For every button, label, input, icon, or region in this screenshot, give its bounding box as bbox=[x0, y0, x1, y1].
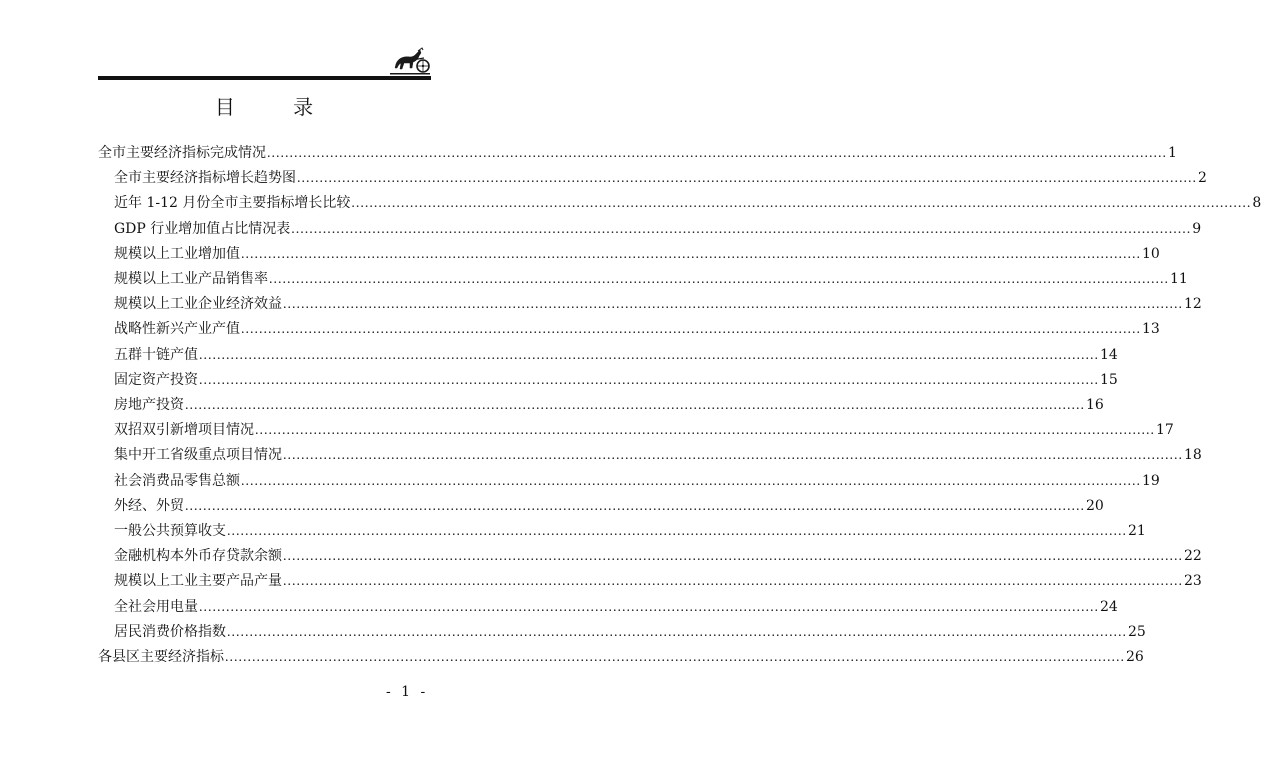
toc-entry-label: 社会消费品零售总额 bbox=[114, 472, 240, 489]
toc-entry[interactable] bbox=[114, 522, 1146, 540]
toc-entry-page: 22 bbox=[1184, 548, 1202, 565]
toc-dot-leader: ........................................................................................................................................................................................................ bbox=[283, 297, 1183, 313]
toc-entry-page: 21 bbox=[1128, 523, 1146, 539]
toc-dot-leader: ........................................................................................................................................................................................................ bbox=[241, 246, 1141, 262]
toc-entry-label: 规模以上工业主要产品产量 bbox=[114, 573, 282, 590]
toc-entry-label: 一般公共预算收支 bbox=[114, 523, 226, 539]
horse-chariot-icon bbox=[388, 44, 432, 78]
toc-entry-page: 24 bbox=[1100, 598, 1118, 615]
toc-entry-page: 9 bbox=[1192, 220, 1202, 237]
toc-dot-leader: ........................................................................................................................................................................................................ bbox=[291, 221, 1192, 237]
toc-entry-label: 房地产投资 bbox=[114, 397, 184, 413]
toc-entry[interactable] bbox=[98, 144, 1177, 162]
toc-entry-label: 金融机构本外币存贷款余额 bbox=[114, 548, 282, 565]
toc-entry-label: 规模以上工业增加值 bbox=[114, 245, 240, 262]
toc-entry[interactable] bbox=[114, 497, 1104, 515]
toc-entry-label: 五群十链产值 bbox=[114, 346, 198, 363]
toc-dot-leader: ........................................................................................................................................................................................................ bbox=[185, 498, 1085, 514]
toc-dot-leader: ........................................................................................................................................................................................................ bbox=[241, 473, 1141, 489]
toc-entry[interactable] bbox=[114, 472, 1160, 490]
page-number: - 1 - bbox=[386, 684, 429, 700]
toc-dot-leader: ........................................................................................................................................................................................................ bbox=[351, 196, 1252, 212]
toc-dot-leader: ........................................................................................................................................................................................................ bbox=[199, 372, 1099, 388]
toc-entry-label: 固定资产投资 bbox=[114, 371, 198, 388]
toc-entry-page: 16 bbox=[1086, 397, 1104, 413]
toc-entry[interactable] bbox=[114, 623, 1146, 641]
toc-entry[interactable] bbox=[114, 270, 1188, 288]
toc-entry-page: 8 bbox=[1252, 195, 1261, 212]
toc-entry-page: 12 bbox=[1184, 296, 1202, 313]
toc-entry-page: 25 bbox=[1128, 623, 1146, 640]
toc-dot-leader: ........................................................................................................................................................................................................ bbox=[283, 574, 1183, 590]
toc-entry-page: 13 bbox=[1142, 321, 1160, 338]
toc-entry-label: 近年 1-12 月份全市主要指标增长比较 bbox=[114, 195, 351, 212]
toc-entry[interactable] bbox=[114, 295, 1202, 313]
toc-entry-page: 18 bbox=[1184, 447, 1202, 464]
toc-dot-leader: ........................................................................................................................................................................................................ bbox=[269, 272, 1169, 287]
toc-dot-leader: ........................................................................................................................................................................................................ bbox=[225, 650, 1125, 665]
toc-entry-page: 19 bbox=[1142, 472, 1160, 489]
header-rule bbox=[98, 76, 431, 80]
toc-entry-page: 15 bbox=[1100, 371, 1118, 388]
toc-entry[interactable] bbox=[114, 346, 1118, 364]
toc-entry[interactable] bbox=[114, 446, 1202, 464]
toc-entry-page: 14 bbox=[1100, 346, 1118, 363]
toc-entry-label: 全市主要经济指标增长趋势图 bbox=[114, 170, 296, 187]
toc-entry-label: 双招双引新增项目情况 bbox=[114, 422, 254, 439]
toc-dot-leader: ........................................................................................................................................................................................................ bbox=[297, 171, 1197, 187]
toc-entry-label: 全市主要经济指标完成情况 bbox=[98, 145, 266, 161]
toc-dot-leader: ........................................................................................................................................................................................................ bbox=[185, 398, 1085, 413]
toc-entry-label: 集中开工省级重点项目情况 bbox=[114, 447, 282, 464]
toc-dot-leader: ........................................................................................................................................................................................................ bbox=[199, 347, 1099, 363]
toc-entry[interactable] bbox=[114, 396, 1104, 414]
toc-entry[interactable] bbox=[114, 572, 1202, 590]
toc-entry[interactable] bbox=[114, 245, 1160, 263]
toc-dot-leader: ........................................................................................................................................................................................................ bbox=[283, 549, 1183, 565]
toc-entry-label: 各县区主要经济指标 bbox=[98, 649, 224, 665]
toc-entry-label: 规模以上工业产品销售率 bbox=[114, 271, 268, 287]
toc-dot-leader: ........................................................................................................................................................................................................ bbox=[241, 322, 1141, 338]
toc-entry[interactable] bbox=[114, 194, 1261, 212]
toc-entry-page: 2 bbox=[1198, 170, 1207, 187]
toc-entry[interactable] bbox=[114, 169, 1207, 187]
toc-entry-label: GDP 行业增加值占比情况表 bbox=[114, 220, 291, 237]
page-title: 目 录 bbox=[214, 95, 340, 119]
toc-entry[interactable] bbox=[114, 598, 1118, 616]
toc-dot-leader: ........................................................................................................................................................................................................ bbox=[227, 524, 1127, 539]
toc-entry-page: 26 bbox=[1126, 649, 1144, 665]
toc-entry-page: 10 bbox=[1142, 245, 1160, 262]
toc-entry-label: 外经、外贸 bbox=[114, 497, 184, 514]
toc-dot-leader: ........................................................................................................................................................................................................ bbox=[283, 448, 1183, 464]
toc-entry-page: 20 bbox=[1086, 497, 1104, 514]
toc-entry-page: 11 bbox=[1170, 271, 1188, 287]
toc-entry[interactable] bbox=[98, 648, 1144, 666]
toc-entry-label: 全社会用电量 bbox=[114, 598, 198, 615]
toc-entry-page: 17 bbox=[1156, 422, 1174, 439]
toc-entry-page: 23 bbox=[1184, 573, 1202, 590]
toc-entry-label: 居民消费价格指数 bbox=[114, 623, 226, 640]
toc-entry[interactable] bbox=[114, 421, 1174, 439]
toc-entry[interactable] bbox=[114, 320, 1160, 338]
toc-dot-leader: ........................................................................................................................................................................................................ bbox=[227, 624, 1127, 640]
toc-entry-label: 战略性新兴产业产值 bbox=[114, 321, 240, 338]
toc-dot-leader: ........................................................................................................................................................................................................ bbox=[199, 599, 1099, 615]
toc-entry[interactable] bbox=[114, 547, 1202, 565]
toc-entry[interactable] bbox=[114, 371, 1118, 389]
toc-entry-label: 规模以上工业企业经济效益 bbox=[114, 296, 282, 313]
toc-dot-leader: ........................................................................................................................................................................................................ bbox=[255, 423, 1155, 439]
toc-entry-page: 1 bbox=[1168, 145, 1177, 161]
toc-entry[interactable] bbox=[114, 220, 1202, 238]
toc-dot-leader: ........................................................................................................................................................................................................ bbox=[267, 146, 1167, 161]
